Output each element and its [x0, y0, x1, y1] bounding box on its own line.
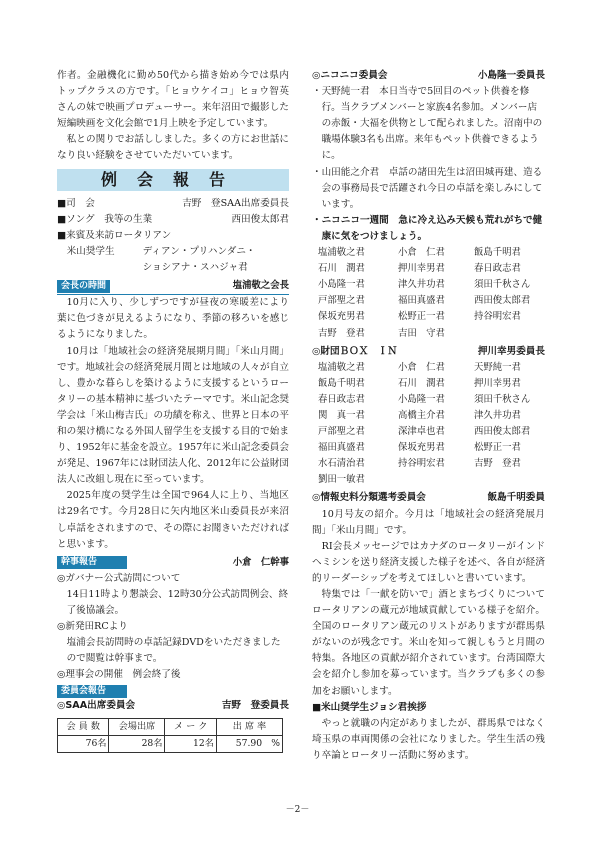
yoneyama-title: ■米山奨学生ジョシ君挨拶	[312, 701, 427, 713]
member-name: 津久井功君	[398, 279, 445, 291]
member-name: 塩浦敬之君	[318, 247, 365, 259]
member-name: 保坂充男君	[318, 311, 365, 323]
member-name: 小倉 仁君	[398, 247, 445, 259]
member-name: 小倉 仁君	[398, 361, 445, 373]
table-header: 会 員 数	[58, 718, 109, 735]
member-name: 塩浦敬之君	[318, 361, 365, 373]
intro-paragraph: 作者。金融機化に勤め50代から描き始め今では県内トップクラスの方です。「ヒョウケイコ」ヒョウ智英さんの妹で映画プロデューサー。来年沼田で撮影した短編映画を文化会館で1月上映を予定しています。	[57, 70, 289, 130]
left-column	[57, 68, 289, 753]
member-name: 飯島千明君	[474, 247, 521, 259]
member-name: 小島隆一君	[398, 393, 445, 405]
nikoniko-title: ◎ニコニコ委員会	[312, 70, 388, 81]
table-cell: 57.90 %	[216, 735, 282, 752]
member-name: 西田俊太郎君	[474, 295, 531, 307]
president-paragraph: 10月に入り、少しずつですが昼夜の寒暖差により葉に色づきが見えるようになり、季節の移ろいを感じるようになりました。	[57, 297, 289, 341]
member-name: 須田千秋さん	[474, 393, 531, 405]
member-name: 持谷明宏君	[474, 311, 521, 323]
member-name: 吉野 登君	[474, 458, 521, 470]
zaidan-title: ◎財団ＢＯＸ ＩＮ	[312, 345, 398, 357]
saa-title: ◎SAA出席委員会	[57, 700, 136, 712]
nikoniko-chair: 小島隆一委員長	[477, 70, 545, 81]
meeting-report-banner: 例会報告	[57, 169, 289, 191]
member-name	[474, 472, 551, 488]
zaidan-chair: 押川幸男委員長	[477, 345, 545, 357]
guest-value: ショシアナ・スハジャ君	[142, 262, 248, 274]
table-header-row	[58, 718, 283, 735]
section-tag: 会長の時間	[57, 280, 110, 293]
right-column	[312, 68, 545, 764]
member-name: 関 真一君	[318, 409, 365, 421]
nikoniko-name-list	[312, 245, 545, 342]
joho-paragraph: 特集では「一献を防いで」酒とまちづくりについてロータリアンの蔵元が地域貢献している様子を紹介。全国のロータリアン蔵元のリストがありますが群馬県がないのが残念です。米山を知って親しもうと月間の特集。各地区の貢献が紹介されています。台湾国際大会を紹介し参加を募っています。当クラブも多くの参加をお願いします。	[312, 589, 545, 697]
secretary-line: ◎理事会の開催 例会終了後	[57, 669, 181, 681]
info-row	[57, 212, 289, 228]
table-cell: 76名	[58, 735, 109, 752]
member-name: 押川幸男君	[474, 377, 521, 389]
secretary-line: 塩浦会長訪問時の卓話記録DVDをいただきましたので閲覧は幹事まで。	[66, 637, 281, 665]
member-name: 高橋主介君	[398, 409, 445, 421]
info-value: 西田俊太郎君	[231, 213, 289, 225]
president-header	[57, 278, 289, 295]
nikoniko-bullet: ・ニコニコ一週間 急に冷え込み天候も荒れがちで健康に気をつけましょう。	[312, 214, 543, 242]
secretary-line: ◎ガバナー公式訪問について	[57, 572, 181, 584]
table-cell: 12名	[165, 735, 216, 752]
member-name: 須田千秋さん	[474, 279, 531, 291]
zaidan-header	[312, 344, 545, 360]
nikoniko-bullet: ・山田能之介君 卓話の諸田先生は沼田城再建、造る会の事務局長で活躍され今日の卓話を楽しみにしています。	[312, 166, 543, 210]
member-name: 石川 潤君	[398, 377, 445, 389]
section-tag: 幹事報告	[57, 556, 127, 569]
member-name: 福田真盛君	[398, 295, 445, 307]
member-name	[398, 472, 474, 488]
info-value: 吉野 登SAA出席委員長	[182, 197, 289, 209]
guest-row	[57, 260, 289, 276]
member-name: 西田俊太郎君	[474, 426, 531, 438]
attendance-table	[57, 718, 283, 753]
member-name: 福田真盛君	[318, 442, 365, 454]
member-name: 松野正一君	[474, 442, 521, 454]
member-name: 深津卓也君	[398, 426, 445, 438]
nikoniko-bullet: ・天野純一君 本日当寺で5回目のペット供養を修行。当クラブメンバーと家族4名参加。メンバー店の赤飯・大福を供物として配られました。沼南中の職場体験3名も出席。来年もペット供養できるように。	[312, 86, 543, 162]
joho-paragraph: 10月号友の紹介。今月は「地域社会の経済発展月間」「米山月間」です。	[312, 508, 545, 536]
secretary-line: ◎新発田RCより	[57, 621, 128, 633]
member-name: 水石清治君	[318, 458, 365, 470]
table-row	[58, 735, 283, 752]
secretary-header	[57, 555, 289, 571]
joho-paragraph: RI会長メッセージではカナダのロータリーがインドヘミシンを送り経済支援した様子を述べ、各自が経済的リーダーシップを考えてほしいと書いています。	[312, 540, 545, 584]
guest-key	[67, 260, 143, 276]
info-label: ■ソング 我等の生業	[57, 213, 153, 225]
section-tag: 委員会報告	[57, 685, 127, 698]
committee-header	[57, 685, 289, 698]
member-name: 石川 潤君	[318, 263, 365, 275]
member-name: 戸部聖之君	[318, 426, 365, 438]
member-name: 吉野 登君	[318, 327, 365, 339]
member-name: 松野正一君	[398, 311, 445, 323]
guest-row	[57, 244, 289, 260]
member-name: 春日政志君	[318, 393, 365, 405]
info-row	[57, 196, 289, 212]
member-name: 津久井功君	[474, 409, 521, 421]
member-name: 戸部聖之君	[318, 295, 365, 307]
guests-label: ■来賓及来訪ロータリアン	[57, 229, 172, 241]
joho-header	[312, 490, 545, 506]
zaidan-name-list	[312, 360, 545, 489]
yoneyama-paragraph: やっと就職の内定がありましたが、群馬県ではなく埼玉県の車両関係の会社になりました。学生生活の残り卒論とロータリー活動に努めます。	[312, 717, 545, 761]
saa-chair: 吉野 登委員長	[221, 700, 289, 712]
table-header: メ ー ク	[165, 718, 216, 735]
table-header: 出 席 率	[216, 718, 282, 735]
table-header: 会場出席	[109, 718, 165, 735]
info-label: ■司 会	[57, 197, 95, 209]
nikoniko-header	[312, 68, 545, 84]
intro-paragraph: 私との関りでお話ししました。多くの方にお世話になり良い経験をさせていただいています。	[57, 134, 289, 162]
president-paragraph: 2025年度の奨学生は全国で964人に上り、当地区は29名です。今月28日に矢内地区米山委員長が来沼し卓話をされますので、その際にお聞きいただければと思います。	[57, 490, 289, 550]
member-name: 小島隆一君	[318, 279, 365, 291]
member-name: 天野純一君	[474, 361, 521, 373]
section-author: 塩浦敬之会長	[232, 280, 289, 292]
member-name: 飯島千明君	[318, 377, 365, 389]
table-cell: 28名	[109, 735, 165, 752]
member-name: 劉田一敏君	[318, 474, 365, 486]
page-number: －2－	[285, 805, 310, 815]
guest-value: ディアン・プリハンダニ・	[142, 245, 256, 257]
secretary-line: 14日11時より懇談会、12時30分公式訪問例会、終了後協議会。	[66, 588, 289, 616]
joho-member: 飯島千明委員	[487, 492, 545, 504]
guest-key: 米山奨学生	[66, 245, 115, 257]
member-name	[474, 326, 551, 342]
member-name: 持谷明宏君	[398, 458, 445, 470]
member-name: 保坂充男君	[398, 442, 445, 454]
member-name: 押川幸男君	[398, 263, 445, 275]
joho-title: ◎情報史料分類選考委員会	[312, 492, 426, 504]
saa-header	[57, 698, 289, 714]
section-author: 小倉 仁幹事	[232, 556, 289, 568]
member-name: 春日政志君	[474, 263, 521, 275]
member-name: 吉田 守君	[398, 327, 445, 339]
president-paragraph: 10月は「地域社会の経済発展期月間」「米山月間」です。地域社会の経済発展月間とは地域の人々が自立し、豊かな暮らしを築けるように支援するというロータリーの基本精神に基づいたテーマです。米山記念奨学会は「米山梅吉氏」の功績を称え、世界と日本の平和の架け橋になる外国人留学生を支援する目的で始まり、1952年に基金を設立。1957年に米山記念委員会が発足、1967年には財団法人化、2012年に公益財団法人に改組し現在に至っています。	[57, 345, 289, 486]
